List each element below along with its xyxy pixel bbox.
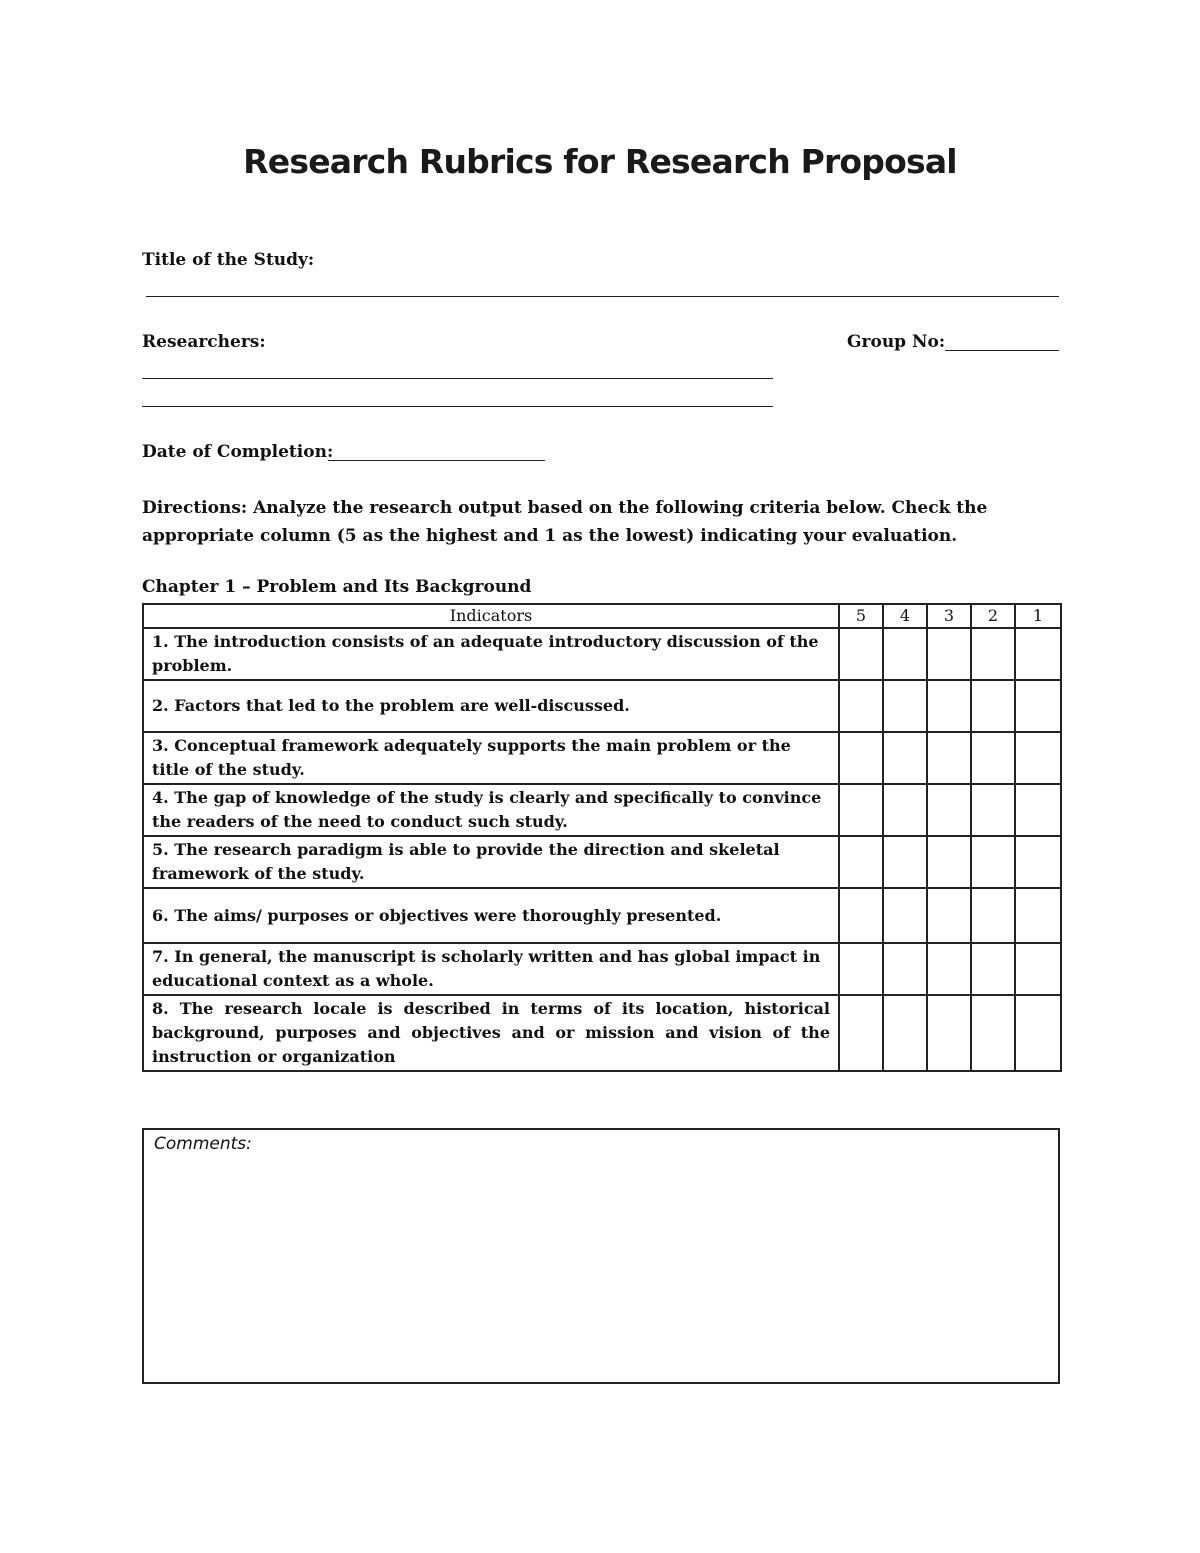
score-4-checkbox[interactable] — [883, 732, 927, 784]
score-3-checkbox[interactable] — [927, 995, 971, 1071]
title-of-study-label: Title of the Study: — [142, 250, 315, 270]
score-4-checkbox[interactable] — [883, 943, 927, 995]
score-5-checkbox[interactable] — [839, 943, 883, 995]
score-1-checkbox[interactable] — [1015, 943, 1061, 995]
table-header-row — [143, 604, 1061, 628]
score-3-checkbox[interactable] — [927, 888, 971, 943]
indicator-cell: 5. The research paradigm is able to provide the direction and skeletal framework of the study. — [143, 836, 839, 888]
table-row — [143, 995, 1061, 1071]
chapter-heading: Chapter 1 – Problem and Its Background — [142, 577, 532, 597]
score-1-checkbox[interactable] — [1015, 680, 1061, 732]
header-score-4: 4 — [883, 604, 927, 628]
indicator-cell: 4. The gap of knowledge of the study is clearly and specifically to convince the readers of the need to conduct such study. — [143, 784, 839, 836]
score-2-checkbox[interactable] — [971, 732, 1015, 784]
score-2-checkbox[interactable] — [971, 628, 1015, 680]
score-3-checkbox[interactable] — [927, 784, 971, 836]
title-of-study-field[interactable] — [146, 296, 1059, 297]
score-1-checkbox[interactable] — [1015, 888, 1061, 943]
table-row — [143, 784, 1061, 836]
date-of-completion-label: Date of Completion: — [142, 442, 334, 462]
header-score-2: 2 — [971, 604, 1015, 628]
table-row — [143, 628, 1061, 680]
score-1-checkbox[interactable] — [1015, 628, 1061, 680]
header-score-1: 1 — [1015, 604, 1061, 628]
score-5-checkbox[interactable] — [839, 628, 883, 680]
researchers-field-1[interactable] — [142, 378, 773, 379]
indicator-cell: 8. The research locale is described in terms of its location, historical background, purposes and objectives and or mission and vision of the instruction or organization — [143, 995, 839, 1071]
researchers-field-2[interactable] — [142, 406, 773, 407]
score-1-checkbox[interactable] — [1015, 836, 1061, 888]
score-4-checkbox[interactable] — [883, 995, 927, 1071]
header-indicators: Indicators — [143, 604, 839, 628]
page-title: Research Rubrics for Research Proposal — [243, 142, 957, 181]
score-5-checkbox[interactable] — [839, 888, 883, 943]
researchers-label: Researchers: — [142, 332, 266, 352]
indicator-cell: 6. The aims/ purposes or objectives were thoroughly presented. — [143, 888, 839, 943]
score-2-checkbox[interactable] — [971, 680, 1015, 732]
score-4-checkbox[interactable] — [883, 784, 927, 836]
score-1-checkbox[interactable] — [1015, 784, 1061, 836]
header-score-5: 5 — [839, 604, 883, 628]
table-row — [143, 836, 1061, 888]
comments-label: Comments: — [154, 1134, 252, 1154]
comments-box[interactable] — [142, 1128, 1060, 1384]
directions-text: Directions: Analyze the research output based on the following criteria below. Check the appropriate column (5 as the highest and 1 as the lowest) indicating your evaluation. — [142, 498, 988, 546]
score-2-checkbox[interactable] — [971, 888, 1015, 943]
group-no-label: Group No: — [847, 332, 946, 352]
score-3-checkbox[interactable] — [927, 836, 971, 888]
score-1-checkbox[interactable] — [1015, 732, 1061, 784]
score-5-checkbox[interactable] — [839, 995, 883, 1071]
indicator-cell: 3. Conceptual framework adequately supports the main problem or the title of the study. — [143, 732, 839, 784]
score-4-checkbox[interactable] — [883, 836, 927, 888]
score-4-checkbox[interactable] — [883, 628, 927, 680]
score-2-checkbox[interactable] — [971, 784, 1015, 836]
indicator-cell: 2. Factors that led to the problem are well-discussed. — [143, 680, 839, 732]
score-3-checkbox[interactable] — [927, 680, 971, 732]
score-1-checkbox[interactable] — [1015, 995, 1061, 1071]
score-4-checkbox[interactable] — [883, 680, 927, 732]
rubric-table — [142, 603, 1062, 1072]
group-no-field[interactable] — [945, 350, 1059, 351]
date-of-completion-field[interactable] — [328, 460, 545, 461]
score-2-checkbox[interactable] — [971, 943, 1015, 995]
table-row — [143, 888, 1061, 943]
table-row — [143, 680, 1061, 732]
score-2-checkbox[interactable] — [971, 836, 1015, 888]
table-row — [143, 943, 1061, 995]
indicator-cell: 7. In general, the manuscript is scholarly written and has global impact in educational context as a whole. — [143, 943, 839, 995]
score-5-checkbox[interactable] — [839, 680, 883, 732]
header-score-3: 3 — [927, 604, 971, 628]
score-3-checkbox[interactable] — [927, 628, 971, 680]
score-5-checkbox[interactable] — [839, 784, 883, 836]
score-3-checkbox[interactable] — [927, 732, 971, 784]
score-5-checkbox[interactable] — [839, 732, 883, 784]
score-5-checkbox[interactable] — [839, 836, 883, 888]
indicator-cell: 1. The introduction consists of an adequate introductory discussion of the problem. — [143, 628, 839, 680]
score-2-checkbox[interactable] — [971, 995, 1015, 1071]
score-3-checkbox[interactable] — [927, 943, 971, 995]
table-row — [143, 732, 1061, 784]
score-4-checkbox[interactable] — [883, 888, 927, 943]
